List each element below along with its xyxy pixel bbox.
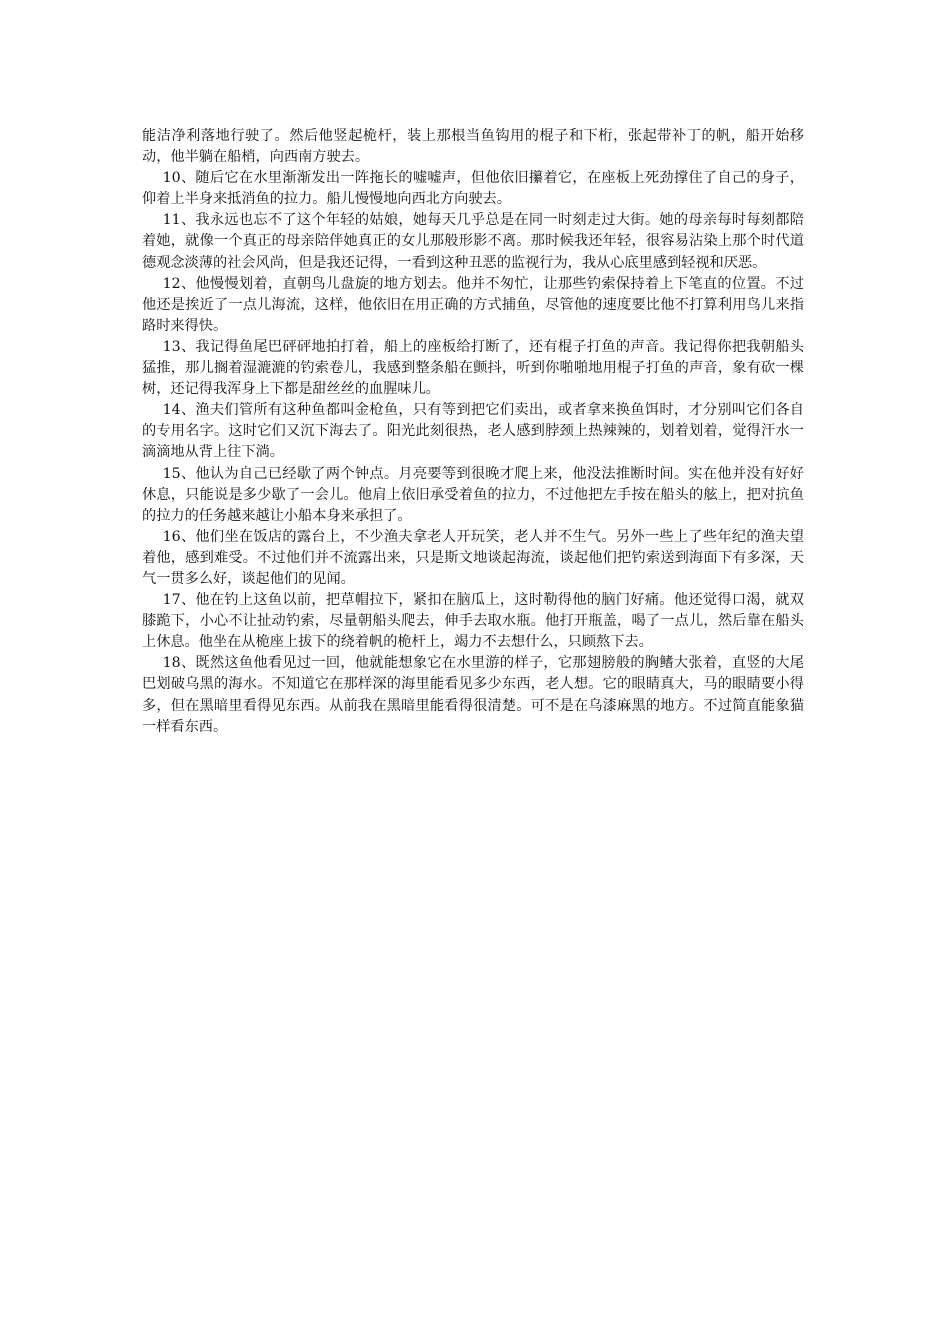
paragraph-13: 13、我记得鱼尾巴砰砰地拍打着，船上的座板给打断了，还有棍子打鱼的声音。我记得你把我朝船头猛推，那儿搁着湿漉漉的钓索卷儿，我感到整条船在颤抖，听到你啪啪地用棍子打鱼的声音，象有砍一棵树，还记得我浑身上下都是甜丝丝的血腥味儿。 [142,338,804,398]
paragraph-18: 18、既然这鱼他看见过一回，他就能想象它在水里游的样子，它那翅膀般的胸鳍大张着，直竖的大尾巴划破乌黑的海水。不知道它在那样深的海里能看见多少东西，老人想。它的眼睛真大，马的眼睛要小得多，但在黑暗里看得见东西。从前我在黑暗里能看得很清楚。可不是在乌漆麻黑的地方。不过简直能象猫一样看东西。 [142,655,804,735]
document-body [142,126,804,738]
paragraph-15: 15、他认为自己已经歇了两个钟点。月亮要等到很晚才爬上来，他没法推断时间。实在他并没有好好休息，只能说是多少歇了一会儿。他肩上依旧承受着鱼的拉力，不过他把左手按在船头的舷上，把对抗鱼的拉力的任务越来越让小船本身来承担了。 [142,465,804,524]
paragraph-continuation: 能洁净利落地行驶了。然后他竖起桅杆，装上那根当鱼钩用的棍子和下桁，张起带补丁的帆，船开始移动，他半躺在船梢，向西南方驶去。 [142,128,804,166]
paragraph-17: 17、他在钓上这鱼以前，把草帽拉下，紧扣在脑瓜上，这时勒得他的脑门好痛。他还觉得口渴，就双膝跪下，小心不让扯动钓索，尽量朝船头爬去，伸手去取水瓶。他打开瓶盖，喝了一点儿，然后靠在船头上休息。他坐在从桅座上拔下的绕着帆的桅杆上，竭力不去想什么，只顾熬下去。 [142,592,804,651]
paragraph-12: 12、他慢慢划着，直朝鸟儿盘旋的地方划去。他并不匆忙，让那些钓索保持着上下笔直的位置。不过他还是挨近了一点儿海流，这样，他依旧在用正确的方式捕鱼，尽管他的速度要比他不打算利用鸟儿来指路时来得快。 [142,275,804,334]
paragraph-16: 16、他们坐在饭店的露台上，不少渔夫拿老人开玩笑，老人并不生气。另外一些上了些年纪的渔夫望着他，感到难受。不过他们并不流露出来，只是斯文地谈起海流，谈起他们把钓索送到海面下有多深，天气一贯多么好，谈起他们的见闻。 [142,528,804,587]
paragraph-11: 11、我永远也忘不了这个年轻的姑娘，她每天几乎总是在同一时刻走过大街。她的母亲每时每刻都陪着她，就像一个真正的母亲陪伴她真正的女儿那般形影不离。那时候我还年轻，很容易沾染上那个时代道德观念淡薄的社会风尚，但是我还记得，一看到这种丑恶的监视行为，我从心底里感到轻视和厌恶。 [142,212,804,271]
paragraph-10: 10、随后它在水里渐渐发出一阵拖长的嘘嘘声，但他依旧攥着它，在座板上死劲撑住了自己的身子，仰着上半身来抵消鱼的拉力。船儿慢慢地向西北方向驶去。 [142,170,804,208]
paragraph-14: 14、渔夫们管所有这种鱼都叫金枪鱼，只有等到把它们卖出，或者拿来换鱼饵时，才分别叫它们各自的专用名字。这时它们又沉下海去了。阳光此刻很热，老人感到脖颈上热辣辣的，划着划着，觉得汗水一滴滴地从背上往下淌。 [142,402,804,461]
